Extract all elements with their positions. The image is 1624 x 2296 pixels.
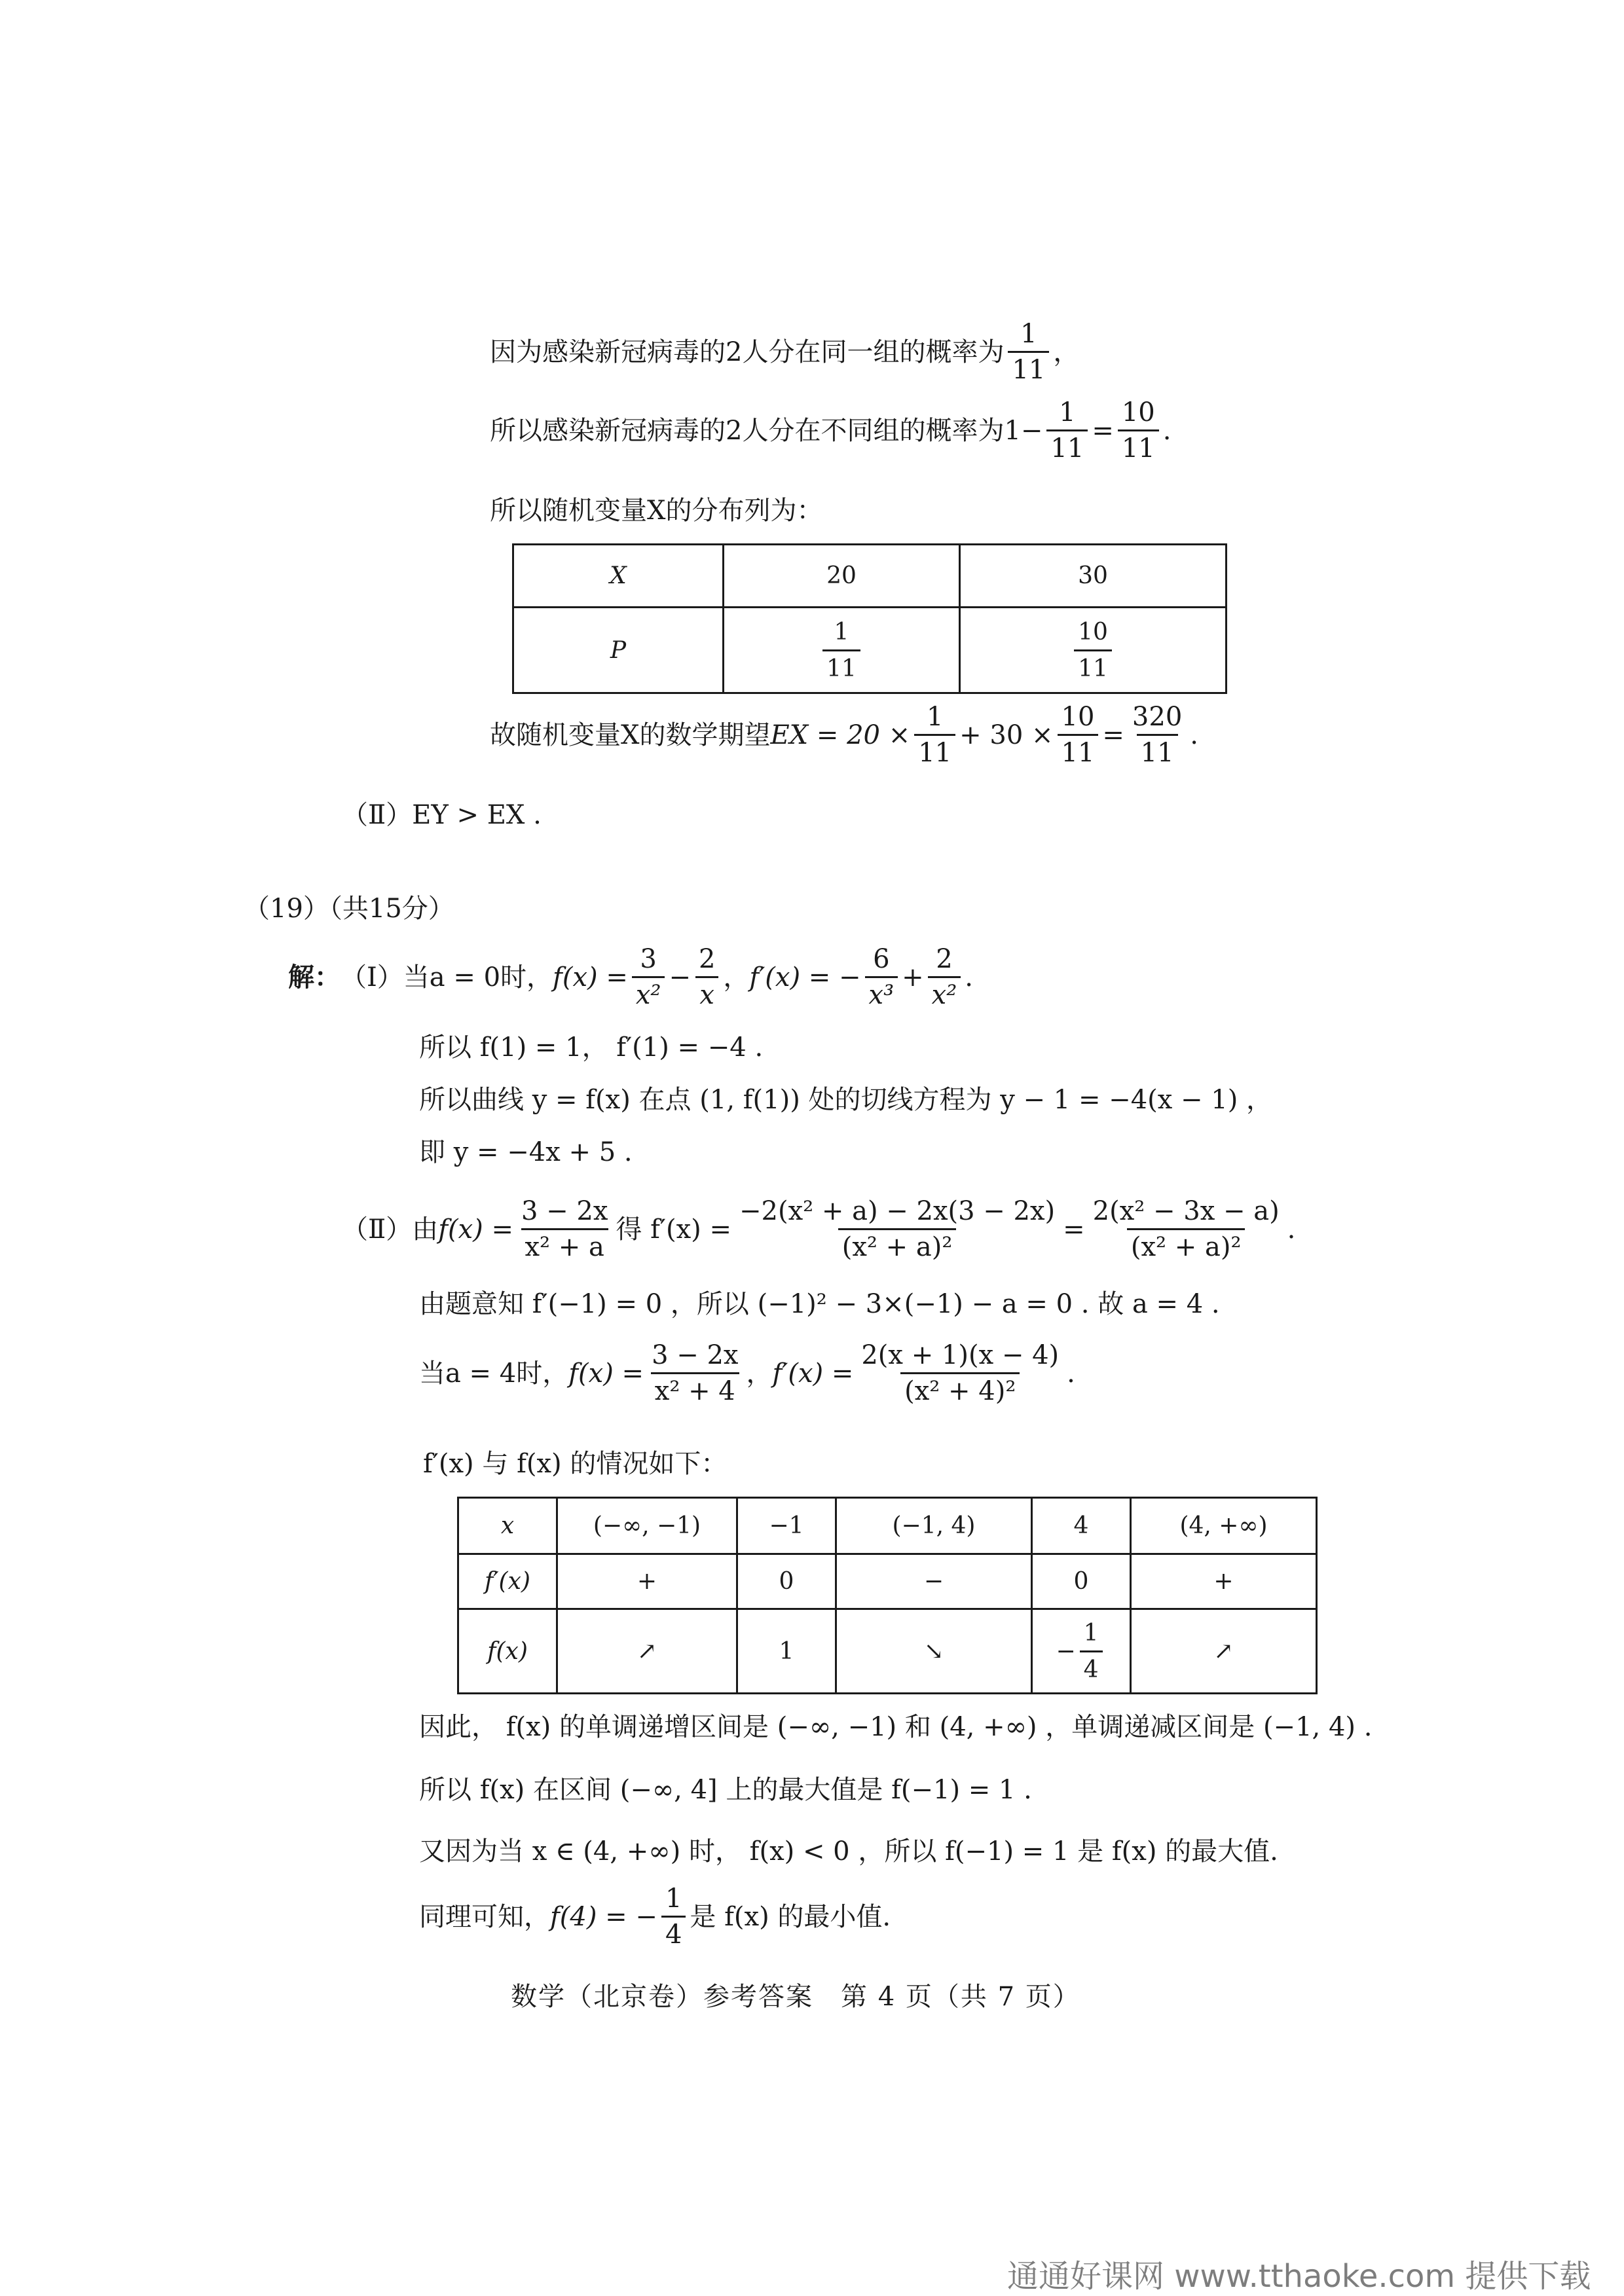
fraction: $\frac{\text{2(x² − 3x − a)}}{\text{(x² + a)²}}$: [1092, 1196, 1280, 1262]
p19-part-1-line-1: 解： （Ⅰ）当a = 0时， f(x) = $\frac{3}{\text{x²}}$ − $\frac{2}{x}$ ， f′(x) = − $\frac{6}{\text{x³}}$ + $\frac{2}{\text{x²}}$ .: [288, 944, 973, 1010]
p18-line-3: 所以随机变量X的分布列为：: [490, 496, 823, 526]
p18-line-2-text: 所以感染新冠病毒的2人分在不同组的概率为: [490, 415, 1005, 446]
fraction: $\frac{\text{−2(x² + a) − 2x(3 − 2x)}}{\text{(x² + a)²}}$: [739, 1196, 1056, 1262]
table-cell: (4, +∞): [1131, 1498, 1317, 1554]
fraction: $\frac{1}{11}$: [1046, 399, 1088, 462]
fraction: $\frac{1}{11}$: [1008, 321, 1049, 383]
p19-part-2-line-2: 由题意知 f′(−1) = 0 ，所以 (−1)² − 3×(−1) − a = 0 . 故 a = 4 .: [419, 1289, 1220, 1319]
table-cell: f(x): [458, 1609, 557, 1694]
p19-part-2-line-1: （Ⅱ）由 f(x) = $\frac{3 - 2x}{\text{x² + a}}$ 得 f′(x) = $\frac{\text{−2(x² + a) − 2x(3 − 2x)}}{\text{(x² + a)²}}$ = $\frac{\text{2(x² − 3x − a)}}{\text{(x² + a)²}}$ .: [342, 1196, 1296, 1262]
minimum-value: − $\frac{1}{4}$: [1056, 1620, 1106, 1683]
p19-conclusion-1: 因此， f(x) 的单调递增区间是 (−∞, −1) 和 (4, +∞) ，单调递减区间是 (−1, 4) .: [419, 1712, 1373, 1742]
table-cell: 1: [737, 1609, 836, 1694]
p19-part-2-line-4: f′(x) 与 f(x) 的情况如下：: [423, 1449, 728, 1479]
table-cell: −1: [737, 1498, 836, 1554]
fraction: $\frac{3 - 2x}{\text{x² + a}}$: [521, 1196, 608, 1262]
increasing-arrow-icon: ↗: [1131, 1609, 1317, 1694]
p18-expectation: 故随机变量X的数学期望 EX = 20 × $\frac{1}{11}$ + 30 × $\frac{10}{11}$ = $\frac{320}{11}$ .: [490, 702, 1198, 768]
fraction: $\frac{2}{x}$: [695, 946, 719, 1008]
table-cell: +: [1131, 1554, 1317, 1609]
increasing-arrow-icon: ↗: [557, 1609, 737, 1694]
p18-line-1-text: 因为感染新冠病毒的2人分在同一组的概率为: [490, 337, 1005, 367]
page-footer: 数学（北京卷）参考答案 第 4 页（共 7 页）: [511, 1982, 1080, 2012]
p19-conclusion-4: 同理可知， f(4) = − $\frac{1}{4}$ 是 f(x) 的最小值.: [419, 1884, 891, 1950]
watermark-text: 通通好课网 www.tthaoke.com 提供下载: [1007, 2258, 1591, 2295]
table-cell: 4: [1032, 1498, 1131, 1554]
fraction: $\frac{1}{11}$: [822, 619, 860, 682]
distribution-table-x: [512, 543, 1227, 694]
fraction: $\frac{2(x + 1)(x - 4)}{\text{(x² + 4)²}}$: [861, 1340, 1060, 1406]
table-cell: −: [836, 1554, 1032, 1609]
fraction: $\frac{320}{11}$: [1132, 702, 1183, 768]
table-cell: 20: [724, 545, 960, 608]
p19-header: （19）（共15分）: [244, 894, 454, 924]
table-cell: 0: [737, 1554, 836, 1609]
fraction: $\frac{1}{4}$: [1080, 1620, 1103, 1683]
monotonicity-table: [457, 1497, 1318, 1694]
table-cell: (−1, 4): [836, 1498, 1032, 1554]
table-cell: 0: [1032, 1554, 1131, 1609]
decreasing-arrow-icon: ↘: [836, 1609, 1032, 1694]
fraction: $\frac{1}{4}$: [661, 1886, 686, 1948]
table-cell: P: [513, 608, 724, 693]
p19-conclusion-3: 又因为当 x ∈ (4, +∞) 时， f(x) < 0 ，所以 f(−1) = 1 是 f(x) 的最大值.: [419, 1836, 1278, 1867]
p19-conclusion-2: 所以 f(x) 在区间 (−∞, 4] 上的最大值是 f(−1) = 1 .: [419, 1775, 1032, 1805]
fraction: $\frac{10}{11}$: [1074, 619, 1112, 682]
fraction: $\frac{10}{11}$: [1058, 704, 1099, 766]
fraction: $\frac{3 - 2x}{\text{x² + 4}}$: [652, 1340, 739, 1406]
table-cell: x: [458, 1498, 557, 1554]
fraction: $\frac{2}{\text{x²}}$: [928, 946, 961, 1008]
table-cell: f′(x): [458, 1554, 557, 1609]
fraction: $\frac{1}{11}$: [914, 704, 955, 766]
p18-part-2: （Ⅱ）EY > EX .: [342, 800, 542, 830]
p19-part-2-line-3: 当a = 4时， f(x) = $\frac{3 - 2x}{\text{x² + 4}}$ ， f′(x) = $\frac{2(x + 1)(x - 4)}{\text{(x² + 4)²}}$ .: [419, 1340, 1075, 1406]
table-cell: X: [513, 545, 724, 608]
p18-line-2: 所以感染新冠病毒的2人分在不同组的概率为 1− $\frac{1}{11}$ = $\frac{10}{11}$ .: [490, 397, 1172, 464]
table-cell: [1032, 1609, 1131, 1694]
fraction: $\frac{6}{\text{x³}}$: [865, 946, 898, 1008]
fraction: $\frac{3}{\text{x²}}$: [632, 946, 665, 1008]
table-cell: 30: [960, 545, 1227, 608]
table-cell: (−∞, −1): [557, 1498, 737, 1554]
p19-part-1-line-4: 即 y = −4x + 5 .: [419, 1137, 633, 1167]
table-cell: [724, 608, 960, 693]
p18-line-1: 因为感染新冠病毒的2人分在同一组的概率为 $\frac{1}{11}$ ，: [490, 319, 1080, 385]
table-cell: [960, 608, 1227, 693]
fraction: $\frac{10}{11}$: [1118, 399, 1159, 462]
p19-part-1-line-2: 所以 f(1) = 1， f′(1) = −4 .: [419, 1032, 764, 1063]
p19-part-1-line-3: 所以曲线 y = f(x) 在点 (1, f(1)) 处的切线方程为 y − 1 = −4(x − 1) ，: [419, 1085, 1273, 1115]
table-cell: +: [557, 1554, 737, 1609]
solution-label: 解：: [288, 961, 341, 993]
